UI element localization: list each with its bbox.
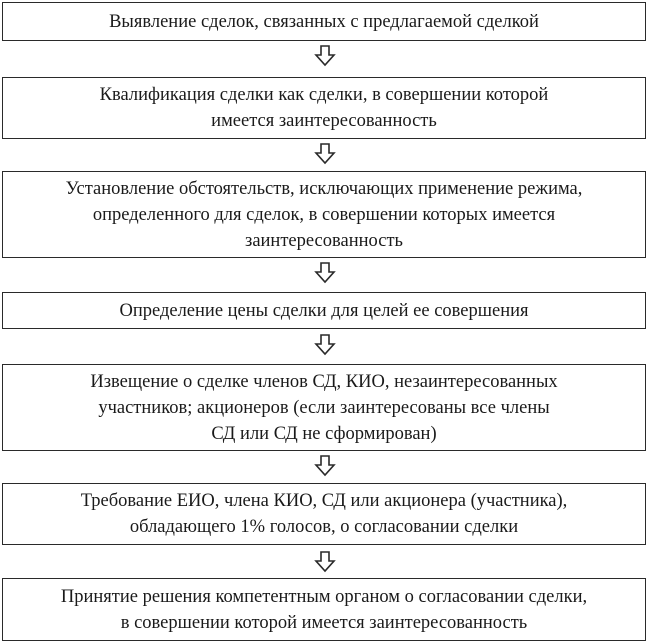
step-3-box	[2, 171, 646, 258]
down-arrow-icon	[313, 334, 337, 356]
step-6-text: Требование ЕИО, члена КИО, СД или акционера (участника), обладающего 1% голосов, о согласовании сделки	[80, 491, 568, 537]
step-4-box	[2, 292, 646, 329]
step-4-text: Определение цены сделки для целей ее совершения	[119, 300, 529, 321]
step-6-box	[2, 483, 646, 545]
step-3-text: Установление обстоятельств, исключающих применение режима, определенного для сделок, в совершении которых имеется заинтересованность	[65, 178, 583, 251]
step-7-text: Принятие решения компетентным органом о согласовании сделки, в совершении которой имеется заинтересованность	[60, 586, 588, 633]
down-arrow-icon	[313, 455, 337, 477]
step-2-box	[2, 77, 646, 139]
down-arrow-icon	[313, 551, 337, 573]
step-7-box	[2, 578, 646, 641]
step-5-box	[2, 364, 646, 451]
step-2-text: Квалификация сделки как сделки, в совершении которой имеется заинтересованность	[99, 85, 549, 131]
step-1-box	[2, 2, 646, 41]
step-5-text: Извещение о сделке членов СД, КИО, незаинтересованных участников; акционеров (если заинтересованы все члены СД или СД не сформирован)	[90, 371, 558, 444]
down-arrow-icon	[313, 143, 337, 165]
step-1-text: Выявление сделок, связанных с предлагаемой сделкой	[109, 11, 539, 32]
down-arrow-icon	[313, 45, 337, 67]
down-arrow-icon	[313, 262, 337, 284]
